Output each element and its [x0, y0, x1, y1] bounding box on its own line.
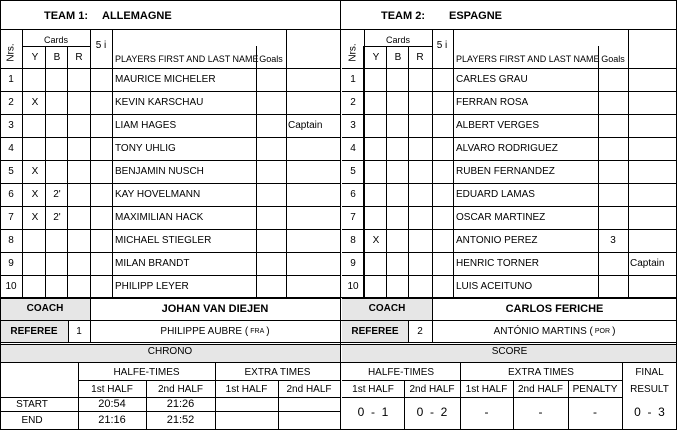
yellow-card-mark — [365, 160, 387, 183]
grid-line — [386, 46, 387, 297]
team1-players-header: PLAYERS FIRST AND LAST NAME — [115, 54, 259, 64]
grid-line — [0, 160, 340, 161]
team2-r-header: R — [416, 51, 424, 63]
player-goals — [256, 275, 286, 298]
red-card-mark — [409, 206, 431, 229]
yellow-card-mark: X — [31, 166, 39, 177]
blue-card-mark — [387, 229, 409, 252]
blue-card-mark — [387, 206, 409, 229]
player-number: 3 — [8, 120, 14, 131]
grid-line — [256, 46, 257, 297]
player-goals — [598, 183, 628, 206]
player-name: PHILIPP LEYER — [115, 281, 189, 292]
grid-line — [628, 29, 629, 297]
yellow-card-mark: X — [31, 212, 39, 223]
player-note: Captain — [288, 120, 323, 131]
team2-b-header: B — [394, 51, 402, 63]
grid-line — [460, 362, 461, 430]
player-name: OSCAR MARTINEZ — [456, 212, 546, 223]
grid-line — [568, 380, 569, 430]
grid-line — [408, 320, 409, 342]
grid-line — [0, 114, 340, 115]
player-number: 4 — [8, 143, 14, 154]
player-goals: 3 — [610, 235, 616, 246]
chrono-start-1st: 20:54 — [98, 398, 126, 410]
grid-line — [0, 298, 340, 299]
player-name: MAURICE MICHELER — [115, 74, 216, 85]
grid-line — [112, 29, 113, 297]
blue-card-mark — [46, 137, 68, 160]
player-goals — [256, 252, 286, 275]
team2-players-header: PLAYERS FIRST AND LAST NAME — [456, 54, 600, 64]
team2-nrs-header: Nrs. — [347, 42, 359, 62]
player-name: TONY UHLIG — [115, 143, 176, 154]
grid-line — [598, 46, 599, 297]
yellow-card-mark — [365, 68, 387, 91]
grid-line — [408, 46, 409, 297]
player-number: 2 — [350, 97, 356, 108]
red-card-mark — [68, 183, 90, 206]
yellow-card-mark — [365, 206, 387, 229]
red-card-mark — [409, 137, 431, 160]
team2-referee-close: ) — [612, 325, 616, 337]
player-goals — [256, 229, 286, 252]
yellow-card-mark — [24, 68, 46, 91]
grid-line — [342, 137, 677, 138]
grid-line — [342, 160, 677, 161]
red-card-mark — [409, 68, 431, 91]
blue-card-mark — [387, 252, 409, 275]
yellow-card-mark — [365, 137, 387, 160]
grid-line — [342, 252, 677, 253]
player-goals — [256, 91, 286, 114]
grid-line — [342, 206, 677, 207]
score-extra-1st-value: - — [484, 405, 489, 419]
player-goals — [598, 137, 628, 160]
red-card-mark — [68, 91, 90, 114]
team2-cards-header: Cards — [385, 35, 410, 45]
blue-card-mark — [46, 275, 68, 298]
blue-card-mark — [387, 91, 409, 114]
grid-line — [0, 362, 677, 363]
grid-line — [0, 29, 677, 30]
player-number: 10 — [5, 281, 17, 292]
team1-referee — [90, 320, 340, 342]
player-name: ALVARO RODRIGUEZ — [456, 143, 558, 154]
grid-line — [432, 297, 433, 342]
red-card-mark — [409, 229, 431, 252]
score-extra-times: EXTRA TIMES — [508, 366, 574, 378]
score-extra-1st-half: 1st HALF — [465, 383, 508, 395]
grid-line — [342, 91, 677, 92]
grid-line — [0, 183, 340, 184]
player-goals — [598, 252, 628, 275]
grid-line — [342, 275, 677, 276]
grid-line — [513, 380, 514, 430]
team1-referee-country: FRA — [250, 327, 265, 335]
blue-card-mark — [387, 275, 409, 298]
player-name: RUBEN FERNANDEZ — [456, 166, 555, 177]
blue-card-mark — [46, 114, 68, 137]
red-card-mark — [68, 206, 90, 229]
grid-line — [45, 46, 46, 297]
blue-card-mark — [46, 68, 68, 91]
player-goals — [256, 160, 286, 183]
chrono-2nd-half: 2nd HALF — [157, 383, 204, 395]
grid-line — [0, 411, 340, 412]
score-extra-2nd-half: 2nd HALF — [517, 383, 564, 395]
player-goals — [598, 114, 628, 137]
grid-line — [0, 0, 1, 430]
team2-referee-country: POR — [594, 327, 611, 335]
grid-line — [0, 68, 340, 69]
red-card-mark — [409, 114, 431, 137]
blue-card-mark — [387, 160, 409, 183]
chrono-extra-times: EXTRA TIMES — [244, 366, 311, 378]
grid-line — [0, 397, 340, 398]
player-name: CARLES GRAU — [456, 74, 528, 85]
score-2nd-half-value: 0 - 2 — [416, 405, 448, 419]
grid-line — [78, 380, 340, 381]
blue-card-mark — [387, 68, 409, 91]
red-card-mark — [409, 275, 431, 298]
chrono-extra-2nd-half: 2nd HALF — [286, 383, 332, 395]
chrono-end-1st: 21:16 — [98, 414, 126, 426]
score-title: SCORE — [491, 345, 528, 357]
player-number: 9 — [350, 258, 356, 269]
yellow-card-mark — [365, 183, 387, 206]
team1-r-header: R — [75, 51, 83, 63]
yellow-card-mark: X — [372, 235, 380, 246]
player-name: LUIS ACEITUNO — [456, 281, 533, 292]
blue-card-mark — [387, 137, 409, 160]
grid-line — [0, 297, 677, 298]
player-note: Captain — [630, 258, 665, 269]
team2-coach-label: COACH — [368, 303, 406, 314]
blue-card-mark: 2' — [53, 212, 61, 223]
red-card-mark — [409, 183, 431, 206]
grid-line — [404, 380, 405, 430]
team2-name: ESPAGNE — [449, 10, 502, 22]
red-card-mark — [409, 160, 431, 183]
player-number: 7 — [8, 212, 14, 223]
player-goals — [598, 160, 628, 183]
grid-line — [364, 46, 432, 47]
player-name: FERRAN ROSA — [456, 97, 529, 108]
team2-referee — [432, 320, 677, 342]
player-name: KEVIN KARSCHAU — [115, 97, 204, 108]
grid-line — [90, 297, 91, 342]
grid-line — [0, 252, 340, 253]
grid-line — [0, 320, 677, 321]
player-goals — [256, 183, 286, 206]
yellow-card-mark — [365, 275, 387, 298]
team1-y-header: Y — [31, 51, 39, 63]
yellow-card-mark — [24, 137, 46, 160]
chrono-end-2nd: 21:52 — [166, 414, 195, 426]
score-penalty-value: - — [593, 405, 597, 419]
player-number: 9 — [8, 258, 14, 269]
red-card-mark — [68, 252, 90, 275]
team2-goals-header: Goals — [601, 54, 625, 64]
player-number: 5 — [350, 166, 356, 177]
team2-5i-header: 5 i — [436, 39, 448, 51]
team1-referee-close: ) — [266, 325, 270, 337]
blue-card-mark — [46, 252, 68, 275]
player-goals — [256, 137, 286, 160]
grid-line — [0, 91, 340, 92]
score-halfe-times: HALFE-TIMES — [367, 366, 435, 378]
player-name: KAY HOVELMANN — [115, 189, 201, 200]
chrono-halfe-times: HALFE-TIMES — [113, 366, 180, 378]
player-name: ANTONIO PEREZ — [456, 235, 538, 246]
red-card-mark — [68, 137, 90, 160]
player-number: 3 — [350, 120, 356, 131]
score-final-value: 0 - 3 — [634, 405, 665, 419]
player-goals — [598, 91, 628, 114]
grid-line — [146, 380, 147, 430]
red-card-mark — [409, 91, 431, 114]
team2-referee-label: REFEREE — [351, 325, 399, 337]
grid-line — [0, 206, 340, 207]
grid-line — [78, 362, 79, 430]
score-1st-half-value: 0 - 1 — [357, 405, 389, 419]
team1-label: TEAM 1: — [44, 10, 88, 22]
player-number: 8 — [350, 235, 356, 246]
player-name: HENRIC TORNER — [456, 258, 539, 269]
grid-line — [342, 183, 677, 184]
yellow-card-mark — [24, 114, 46, 137]
yellow-card-mark: X — [31, 189, 39, 200]
player-goals — [256, 114, 286, 137]
grid-line — [0, 275, 340, 276]
team2-referee-nr: 2 — [417, 325, 423, 337]
player-number: 6 — [350, 189, 356, 200]
grid-line — [286, 29, 287, 297]
grid-line — [453, 29, 454, 297]
grid-line — [342, 298, 677, 299]
player-name: MILAN BRANDT — [115, 258, 190, 269]
grid-line — [0, 344, 677, 345]
grid-line — [342, 397, 622, 398]
yellow-card-mark — [24, 229, 46, 252]
blue-card-mark — [46, 229, 68, 252]
score-2nd-half: 2nd HALF — [409, 383, 455, 395]
blue-card-mark — [387, 114, 409, 137]
blue-card-mark — [387, 183, 409, 206]
team1-goals-header: Goals — [259, 54, 283, 64]
blue-card-mark: 2' — [53, 189, 61, 200]
team1-referee-nr: 1 — [76, 325, 82, 337]
player-number: 1 — [8, 74, 14, 85]
team1-coach-label: COACH — [26, 303, 64, 314]
player-name: LIAM HAGES — [115, 120, 177, 131]
red-card-mark — [68, 160, 90, 183]
grid-line — [0, 137, 340, 138]
grid-line — [90, 29, 91, 297]
team1-coach-name: JOHAN VAN DIEJEN — [161, 302, 269, 315]
red-card-mark — [68, 275, 90, 298]
yellow-card-mark — [365, 91, 387, 114]
grid-line — [278, 380, 279, 430]
team2-referee-name: ANTÓNIO MARTINS ( — [493, 325, 593, 337]
player-goals — [256, 68, 286, 91]
grid-line — [0, 342, 677, 343]
score-extra-2nd-value: - — [538, 405, 543, 419]
yellow-card-mark: X — [31, 97, 39, 108]
player-number: 8 — [8, 235, 14, 246]
player-number: 1 — [350, 74, 356, 85]
player-name: ALBERT VERGES — [456, 120, 539, 131]
player-number: 2 — [8, 97, 14, 108]
chrono-end-label: END — [21, 414, 43, 426]
team1-5i-header: 5 i — [95, 39, 107, 51]
player-number: 6 — [8, 189, 14, 200]
red-card-mark — [409, 252, 431, 275]
grid-line — [22, 46, 90, 47]
grid-line — [0, 229, 340, 230]
player-name: EDUARD LAMAS — [456, 189, 535, 200]
grid-line — [363, 46, 364, 297]
grid-line — [432, 29, 433, 297]
grid-line — [622, 362, 623, 430]
player-number: 4 — [350, 143, 356, 154]
chrono-start-2nd: 21:26 — [166, 398, 195, 410]
grid-line — [0, 0, 677, 1]
grid-line — [364, 29, 365, 297]
team1-referee-label: REFEREE — [10, 325, 58, 337]
team1-nrs-header: Nrs. — [5, 42, 17, 62]
yellow-card-mark — [24, 252, 46, 275]
chrono-1st-half: 1st HALF — [91, 383, 133, 395]
red-card-mark — [68, 229, 90, 252]
player-goals — [598, 68, 628, 91]
team2-y-header: Y — [372, 51, 380, 63]
grid-line — [68, 320, 69, 342]
team1-cards-header: Cards — [43, 35, 68, 45]
yellow-card-mark — [24, 275, 46, 298]
player-name: MICHAEL STIEGLER — [115, 235, 212, 246]
chrono-start-label: START — [16, 398, 48, 410]
yellow-card-mark — [365, 252, 387, 275]
team2-coach-name: CARLOS FERICHE — [505, 302, 604, 315]
chrono-title: CHRONO — [147, 345, 193, 357]
chrono-extra-1st-half: 1st HALF — [225, 383, 268, 395]
grid-line — [342, 68, 677, 69]
team1-b-header: B — [53, 51, 61, 63]
yellow-card-mark — [365, 114, 387, 137]
team1-referee-name: PHILIPPE AUBRE ( — [160, 325, 249, 337]
grid-line — [67, 46, 68, 297]
grid-line — [342, 114, 677, 115]
player-goals — [598, 275, 628, 298]
player-name: BENJAMIN NUSCH — [115, 166, 204, 177]
player-name: MAXIMILIAN HACK — [115, 212, 204, 223]
score-penalty: PENALTY — [572, 383, 618, 395]
player-goals — [256, 206, 286, 229]
player-goals — [598, 206, 628, 229]
blue-card-mark — [46, 160, 68, 183]
player-number: 10 — [347, 281, 359, 292]
team1-name: ALLEMAGNE — [102, 10, 172, 22]
grid-line — [215, 362, 216, 430]
grid-line — [22, 46, 23, 297]
team2-label: TEAM 2: — [381, 10, 425, 22]
grid-line — [342, 229, 677, 230]
grid-line — [342, 380, 622, 381]
player-number: 5 — [8, 166, 14, 177]
score-1st-half: 1st HALF — [352, 383, 394, 395]
blue-card-mark — [46, 91, 68, 114]
player-number: 7 — [350, 212, 356, 223]
red-card-mark — [68, 114, 90, 137]
score-final: FINAL — [635, 366, 664, 378]
red-card-mark — [68, 68, 90, 91]
score-result: RESULT — [630, 383, 669, 395]
grid-line — [340, 0, 341, 430]
